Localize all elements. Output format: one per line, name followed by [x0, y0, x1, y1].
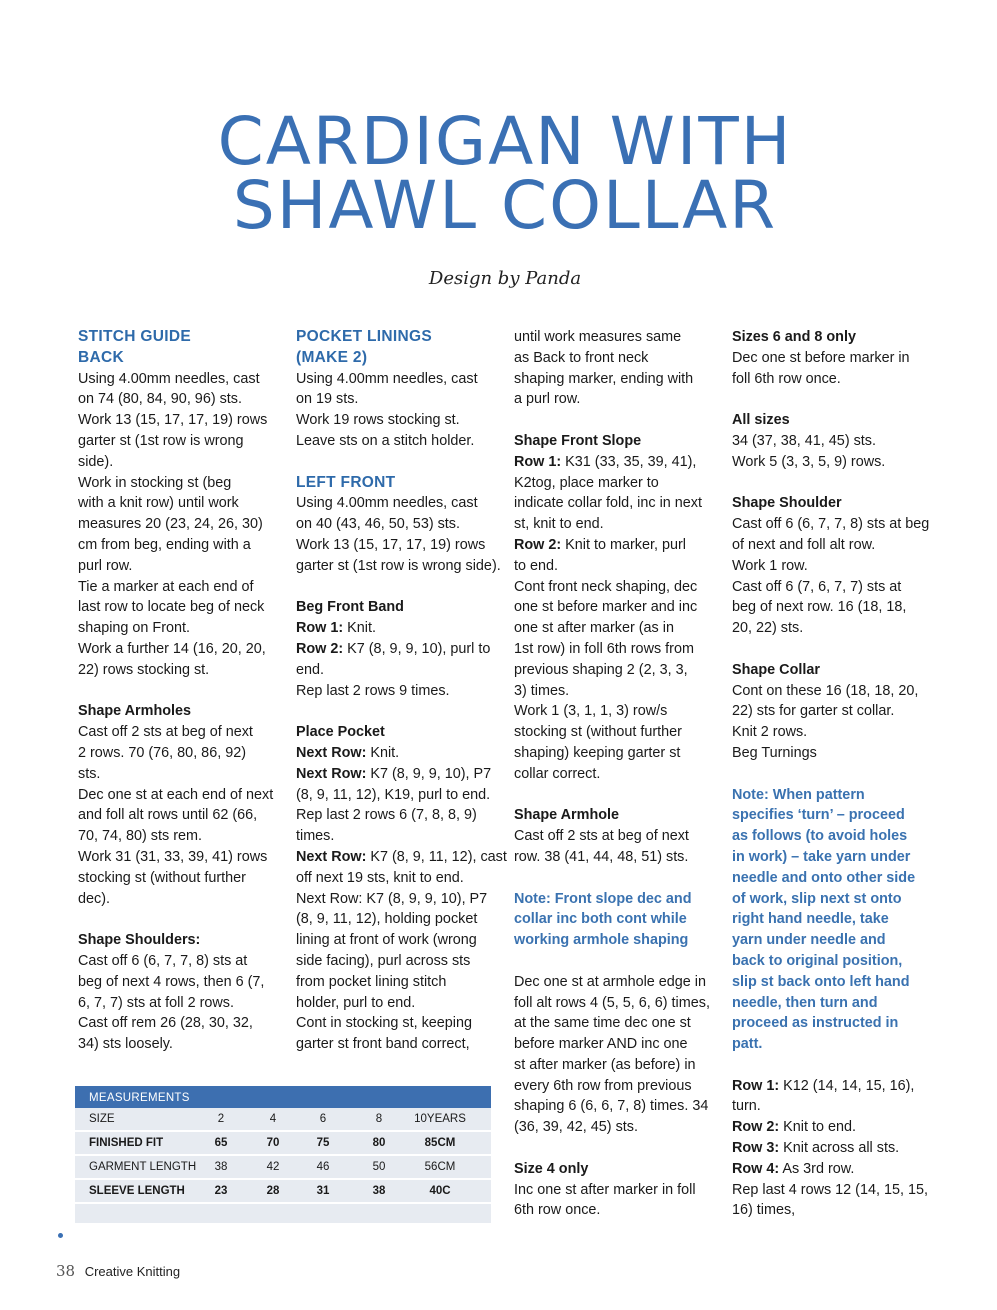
- shoulder-text: [732, 514, 942, 639]
- text-line: holder, purl to end.: [296, 994, 416, 1011]
- slope-row-1-cont: [514, 473, 724, 535]
- text-line: Note: When pattern: [732, 786, 865, 803]
- band-row-2-cont: end.: [296, 661, 325, 678]
- column-4: [732, 327, 942, 1221]
- text-line: 6, 7, 7) sts at foll 2 rows.: [78, 994, 234, 1011]
- table-row-size: [75, 1108, 491, 1132]
- heading-place-pocket: Place Pocket: [296, 724, 385, 741]
- table-cell: SIZE: [89, 1113, 115, 1125]
- note-turn: [732, 785, 942, 1055]
- text-line: from pocket lining stitch: [296, 973, 447, 990]
- heading-front-band: Beg Front Band: [296, 599, 404, 616]
- heading-all-sizes: All sizes: [732, 412, 790, 429]
- table-cell: 50: [372, 1161, 386, 1173]
- text-line: needle, then turn and: [732, 994, 878, 1011]
- title-line-1: CARDIGAN WITH: [217, 103, 793, 180]
- pocket-text: [296, 369, 506, 452]
- text-line: Rep last 4 rows 12 (14, 15, 15,: [732, 1181, 928, 1198]
- text-line: Dec one st at armhole edge in: [514, 973, 706, 990]
- heading-back: BACK: [78, 348, 124, 366]
- byline: Design by Panda: [428, 268, 582, 289]
- table-cell: 85CM: [424, 1137, 456, 1149]
- text-line: Dec one st at each end of next: [78, 786, 274, 803]
- table-row-sleeve-length: [75, 1180, 491, 1204]
- text-line: garter st front band correct,: [296, 1036, 470, 1053]
- table-row-garment-length: [75, 1156, 491, 1180]
- table-cell: GARMENT LENGTH: [89, 1161, 197, 1173]
- heading-size-4: Size 4 only: [514, 1160, 589, 1177]
- text-line: at the same time dec one st: [514, 1015, 691, 1032]
- text-line: dec).: [78, 890, 110, 907]
- text-line: as follows (to avoid holes: [732, 828, 908, 845]
- text-line: of next and foll alt row.: [732, 536, 876, 553]
- text-line: Work 5 (3, 3, 5, 9) rows.: [732, 453, 886, 470]
- column-3: [514, 327, 724, 1221]
- text-line: one st after marker (as in: [514, 620, 674, 637]
- text-line: Beg Turnings: [732, 744, 817, 761]
- text-line: side).: [78, 453, 114, 470]
- collar-row-3: Row 3: Knit across all sts.: [732, 1140, 900, 1157]
- page-title: [0, 103, 997, 244]
- text-line: shaping) keeping garter st: [514, 744, 681, 761]
- armholes-text: [78, 722, 288, 909]
- text-line: Using 4.00mm needles, cast: [296, 370, 478, 387]
- heading-shape-shoulders: Shape Shoulders:: [78, 932, 201, 949]
- text-line: Work 1 (3, 1, 1, 3) row/s: [514, 703, 668, 720]
- text-line: and foll alt rows until 62 (66,: [78, 807, 258, 824]
- text-line: Knit 2 rows.: [732, 724, 808, 741]
- heading-shape-front-slope: Shape Front Slope: [514, 432, 642, 449]
- table-cell: 10YEARS: [414, 1113, 466, 1125]
- text-line: specifies ‘turn’ – proceed: [732, 807, 905, 824]
- table-cell: 23: [214, 1185, 228, 1197]
- text-line: sts.: [78, 765, 101, 782]
- collar-row-4: Row 4: As 3rd row.: [732, 1160, 855, 1177]
- note-front-slope: [514, 889, 724, 951]
- table-cell: 4: [269, 1113, 277, 1125]
- text-line: 34) sts loosely.: [78, 1036, 173, 1053]
- text-line: Tie a marker at each end of: [78, 578, 254, 595]
- text-line: in work) – take yarn under: [732, 848, 911, 865]
- all-sizes-text: [732, 431, 942, 473]
- measurements-header: MEASUREMENTS: [75, 1086, 491, 1108]
- text-line: st, knit to end.: [514, 516, 604, 533]
- text-line: shaping 6 (6, 6, 7, 8) times. 34: [514, 1098, 709, 1115]
- page-footer: [56, 1262, 180, 1280]
- text-line: Cast off 6 (6, 7, 7, 8) sts at: [78, 952, 248, 969]
- text-line: previous shaping 2 (2, 3, 3,: [514, 661, 688, 678]
- text-line: Cast off rem 26 (28, 30, 32,: [78, 1015, 253, 1032]
- text-line: foll alt rows 4 (5, 5, 6, 6) times,: [514, 994, 710, 1011]
- slope-row-2-cont: to end.: [514, 557, 559, 574]
- magazine-name: Creative Knitting: [84, 1264, 181, 1279]
- text-line: lining at front of work (wrong: [296, 932, 477, 949]
- slope-row-2: Row 2: Knit to marker, purl: [514, 536, 686, 553]
- table-cell: 80: [372, 1137, 386, 1149]
- slope-row-1: Row 1: K31 (33, 35, 39, 41),: [514, 453, 697, 470]
- text-line: Work in stocking st (beg: [78, 474, 232, 491]
- text-line: Cont in stocking st, keeping: [296, 1015, 472, 1032]
- text-line: garter st (1st row is wrong side).: [296, 557, 501, 574]
- text-line: 16) times,: [732, 1202, 796, 1219]
- text-line: Cast off 2 sts at beg of next: [514, 828, 689, 845]
- measurements-table: [75, 1086, 491, 1223]
- text-line: indicate collar fold, inc in next: [514, 495, 702, 512]
- text-line: (8, 9, 11, 12), holding pocket: [296, 911, 478, 928]
- bullet-dot: [58, 1233, 63, 1238]
- heading-shape-armhole: Shape Armhole: [514, 807, 620, 824]
- text-line: last row to locate beg of neck: [78, 599, 265, 616]
- text-line: stocking st (without further: [514, 724, 682, 741]
- text-line: Work 13 (15, 17, 17, 19) rows: [78, 412, 268, 429]
- armhole-text: [514, 826, 724, 868]
- table-cell: 46: [316, 1161, 330, 1173]
- text-line: patt.: [732, 1036, 763, 1053]
- title-line-2: SHAWL COLLAR: [232, 167, 778, 244]
- text-line: Work 13 (15, 17, 17, 19) rows: [296, 536, 486, 553]
- pocket-row-2-cont: (8, 9, 11, 12), K19, purl to end.: [296, 786, 491, 803]
- text-line: 34 (37, 38, 41, 45) sts.: [732, 432, 876, 449]
- text-line: Cast off 6 (7, 6, 7, 7) sts at: [732, 578, 902, 595]
- text-line: of work, slip next st onto: [732, 890, 902, 907]
- text-line: Cast off 2 sts at beg of next: [78, 724, 253, 741]
- column-1: [78, 327, 288, 1055]
- text-line: on 40 (43, 46, 50, 53) sts.: [296, 516, 460, 533]
- text-line: garter st (1st row is wrong: [78, 432, 244, 449]
- text-line: 20, 22) sts.: [732, 620, 804, 637]
- table-cell: SLEEVE LENGTH: [89, 1185, 185, 1197]
- heading-sizes-6-8: Sizes 6 and 8 only: [732, 329, 856, 345]
- text-line: 22) sts for garter st collar.: [732, 703, 895, 720]
- heading-shape-shoulder: Shape Shoulder: [732, 495, 842, 512]
- text-line: right hand needle, take: [732, 911, 889, 928]
- text-line: measures 20 (23, 24, 26, 30): [78, 516, 263, 533]
- pocket-row-2: Next Row: K7 (8, 9, 9, 10), P7: [296, 765, 492, 782]
- band-row-2: Row 2: K7 (8, 9, 9, 10), purl to: [296, 640, 491, 657]
- pocket-text-2: [296, 889, 506, 1055]
- intro-text: [514, 327, 724, 410]
- table-cell: 38: [214, 1161, 228, 1173]
- heading-shape-collar: Shape Collar: [732, 661, 820, 678]
- text-line: 1st row) in foll 6th rows from: [514, 640, 694, 657]
- table-cell: 28: [266, 1185, 280, 1197]
- pocket-row-1: Next Row: Knit.: [296, 744, 400, 761]
- text-line: cm from beg, ending with a: [78, 536, 251, 553]
- text-line: Work 31 (31, 33, 39, 41) rows: [78, 848, 268, 865]
- table-cell: 65: [214, 1137, 228, 1149]
- collar-text: [732, 681, 942, 764]
- size-4-text: [514, 1180, 724, 1222]
- table-cell: 42: [266, 1161, 280, 1173]
- table-cell: 56CM: [424, 1161, 456, 1173]
- text-line: back to original position,: [732, 952, 903, 969]
- text-line: Leave sts on a stitch holder.: [296, 432, 475, 449]
- text-line: (36, 39, 42, 45) sts.: [514, 1119, 638, 1136]
- text-line: 2 rows. 70 (76, 80, 86, 92): [78, 744, 246, 761]
- collar-row-1: Row 1: K12 (14, 14, 15, 16),: [732, 1077, 915, 1094]
- collar-row-1-cont: turn.: [732, 1098, 761, 1115]
- pocket-row-3-cont: off next 19 sts, knit to end.: [296, 869, 464, 886]
- heading-pocket-linings: POCKET LININGS: [296, 328, 432, 345]
- text-line: Work 19 rows stocking st.: [296, 412, 460, 429]
- pocket-repeat: Rep last 2 rows 6 (7, 8, 8, 9): [296, 807, 477, 824]
- text-line: foll 6th row once.: [732, 370, 841, 387]
- text-line: on 19 sts.: [296, 391, 359, 408]
- text-line: collar correct.: [514, 765, 601, 782]
- left-front-text: [296, 493, 506, 576]
- text-line: needle and onto other side: [732, 869, 916, 886]
- text-line: before marker AND inc one: [514, 1036, 688, 1053]
- text-line: on 74 (80, 84, 90, 96) sts.: [78, 391, 242, 408]
- armhole-dec-text: [514, 972, 724, 1138]
- text-line: purl row.: [78, 557, 133, 574]
- text-line: one st before marker and inc: [514, 599, 698, 616]
- pocket-row-3: Next Row: K7 (8, 9, 11, 12), cast: [296, 848, 507, 865]
- text-line: Inc one st after marker in foll: [514, 1181, 696, 1198]
- text-line: st after marker (as before) in: [514, 1056, 696, 1073]
- text-line: side facing), purl across sts: [296, 952, 471, 969]
- collar-row-2: Row 2: Knit to end.: [732, 1119, 856, 1136]
- table-cell: 2: [217, 1113, 225, 1125]
- text-line: working armhole shaping: [514, 932, 689, 949]
- pocket-repeat-cont: times.: [296, 828, 335, 845]
- text-line: Work a further 14 (16, 20, 20,: [78, 640, 266, 657]
- table-row-finished-fit: [75, 1132, 491, 1156]
- band-repeat: Rep last 2 rows 9 times.: [296, 682, 450, 699]
- text-line: 70, 74, 80) sts rem.: [78, 828, 202, 845]
- text-line: row. 38 (41, 44, 48, 51) sts.: [514, 848, 689, 865]
- text-line: yarn under needle and: [732, 932, 886, 949]
- table-cell: 40C: [429, 1185, 451, 1197]
- text-line: collar inc both cont while: [514, 911, 687, 928]
- band-row-1: Row 1: Knit.: [296, 620, 376, 637]
- table-cell: 8: [375, 1113, 383, 1125]
- text-line: Using 4.00mm needles, cast: [78, 370, 260, 387]
- text-line: shaping marker, ending with: [514, 370, 694, 387]
- back-text: [78, 369, 288, 681]
- text-line: shaping on Front.: [78, 620, 190, 637]
- text-line: Note: Front slope dec and: [514, 890, 692, 907]
- text-line: Using 4.00mm needles, cast: [296, 495, 478, 512]
- text-line: Next Row: K7 (8, 9, 9, 10), P7: [296, 890, 488, 907]
- text-line: slip st back onto left hand: [732, 973, 910, 990]
- text-line: Cast off 6 (6, 7, 7, 8) sts at beg: [732, 516, 930, 533]
- text-line: K2tog, place marker to: [514, 474, 659, 491]
- collar-repeat-text: [732, 1180, 942, 1222]
- table-cell: FINISHED FIT: [89, 1137, 164, 1149]
- heading-left-front: LEFT FRONT: [296, 473, 396, 491]
- table-cell: 38: [372, 1185, 386, 1197]
- text-line: stocking st (without further: [78, 869, 246, 886]
- text-line: Cont on these 16 (18, 18, 20,: [732, 682, 919, 699]
- table-cell: 70: [266, 1137, 280, 1149]
- heading-stitch-guide: STITCH GUIDE: [78, 328, 191, 345]
- text-line: 3) times.: [514, 682, 570, 699]
- text-line: proceed as instructed in: [732, 1015, 899, 1032]
- text-line: 22) rows stocking st.: [78, 661, 210, 678]
- table-cell: 31: [316, 1185, 330, 1197]
- slope-cont-text: [514, 577, 724, 785]
- text-line: beg of next 4 rows, then 6 (7,: [78, 973, 265, 990]
- heading-shape-armholes: Shape Armholes: [78, 703, 192, 720]
- shoulders-text: [78, 951, 288, 1055]
- page-number: 38: [56, 1262, 76, 1280]
- table-cell: 75: [316, 1137, 330, 1149]
- column-2: [296, 327, 506, 1055]
- sizes-6-8-text: [732, 348, 942, 390]
- text-line: as Back to front neck: [514, 349, 649, 366]
- text-line: Work 1 row.: [732, 557, 808, 574]
- text-line: 6th row once.: [514, 1202, 601, 1219]
- text-line: Dec one st before marker in: [732, 349, 910, 366]
- text-line: a purl row.: [514, 391, 581, 408]
- text-line: with a knit row) until work: [78, 495, 239, 512]
- table-cell: 6: [319, 1113, 327, 1125]
- text-line: Cont front neck shaping, dec: [514, 578, 698, 595]
- text-line: until work measures same: [514, 329, 682, 345]
- text-line: every 6th row from previous: [514, 1077, 692, 1094]
- heading-make-2: (MAKE 2): [296, 348, 368, 366]
- text-line: beg of next row. 16 (18, 18,: [732, 599, 907, 616]
